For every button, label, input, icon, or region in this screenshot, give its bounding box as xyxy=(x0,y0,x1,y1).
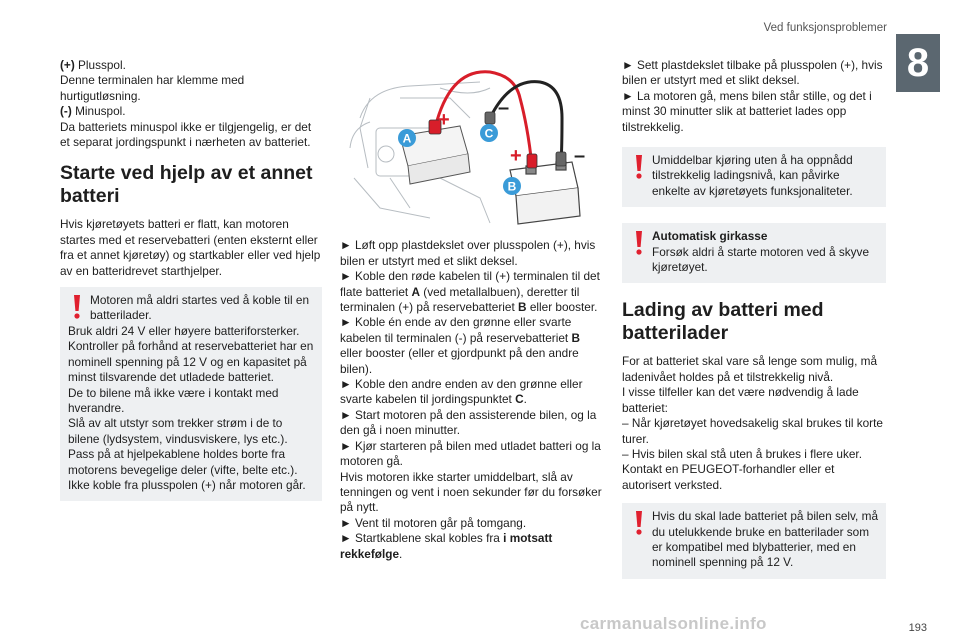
warning-first-line: Motoren må aldri startes ved å koble til en batterilader. xyxy=(90,293,310,323)
minus-terminal-line: (-) Minuspol. xyxy=(60,104,126,119)
step-connect-red: ► Koble den røde kabelen til (+) terminalen til det flate batteriet A (ved metallalbuen), deretter til terminalen (+) på reservebatteriet B eller booster. xyxy=(340,269,600,315)
page-number: 193 xyxy=(908,622,927,634)
warning-box-charge-level xyxy=(622,147,886,207)
badge-c-label: C xyxy=(484,126,494,141)
badge-a-label: A xyxy=(402,131,412,146)
charger-list-item: – Hvis bilen skal stå uten å brukes i flere uker. xyxy=(622,446,862,461)
step-let-run: ► La motoren gå, mens bilen står stille, og det i minst 30 minutter slik at batteriet lades opp tilstrekkelig. xyxy=(622,88,872,134)
plus-terminal-line: (+) Plusspol. xyxy=(60,58,126,72)
charger-para: Kontakt en PEUGEOT-forhandler eller et autorisert verksted. xyxy=(622,462,835,492)
warning-line: Bruk aldri 24 V eller høyere batteriforsterker. xyxy=(68,323,300,338)
charger-para: For at batteriet skal vare så lenge som mulig, må ladenivået holdes på et tilstrekkelig nivå. xyxy=(622,354,878,384)
minus-sign-b: – xyxy=(574,145,586,167)
header-title: Ved funksjonsproblemer xyxy=(763,22,887,34)
plus-sign-a: + xyxy=(438,109,450,131)
step-run-starter: ► Kjør starteren på bilen med utladet batteri og la motoren gå. xyxy=(340,438,601,469)
badge-b-label: B xyxy=(507,179,517,194)
step-replace-cover: ► Sett plastdekslet tilbake på plusspolen (+), hvis bilen er utstyrt med et slikt deksel. xyxy=(622,58,883,88)
warning-line: Slå av alt utstyr som trekker strøm i de to bilene (lydsystem, vindusviskere, lys etc.). xyxy=(68,416,288,446)
badge-c xyxy=(480,124,498,142)
watermark: carmanualsonline.info xyxy=(580,614,767,633)
warning-text: Umiddelbar kjøring uten å ha oppnådd tilstrekkelig ladingsnivå, kan påvirke enkelte av kjøretøyets funksjonaliteter. xyxy=(652,153,853,198)
section-heading-charger: Lading av batteri med batterilader xyxy=(622,299,824,345)
warning-exclamation-icon xyxy=(632,510,646,536)
column-right xyxy=(622,58,886,579)
minus-sign-a: – xyxy=(498,97,510,119)
section-heading-jumpstart: Starte ved hjelp av et annet batteri xyxy=(60,162,313,208)
column-middle xyxy=(340,58,604,562)
warning-box-jumpstart xyxy=(60,287,322,501)
warning-line: De to bilene må ikke være i kontakt med hverandre. xyxy=(68,385,279,415)
step-connect-green: ► Koble én ende av den grønne eller svarte kabelen til terminalen (-) på reservebatteriet B eller booster (eller et gjordpunkt på den andre bilen). xyxy=(340,315,580,376)
warning-line: Kontroller på forhånd at reservebatteriet har en nominell spenning på 12 V og en kapasitet på minst tilsvarende det utladede batteriet. xyxy=(68,339,314,385)
warning-title: Automatisk girkasse xyxy=(652,229,768,244)
charger-list-item: – Når kjøretøyet hovedsakelig skal brukes til korte turer. xyxy=(622,416,883,446)
plus-sign-b: + xyxy=(510,145,522,167)
minus-terminal-desc: Da batteriets minuspol ikke er tilgjengelig, er det et separat jordingspunkt i nærheten av batteriet. xyxy=(60,119,312,150)
warning-exclamation-icon xyxy=(70,294,84,320)
warning-box-charger xyxy=(622,503,886,579)
step-lift-cover: ► Løft opp plastdekslet over plusspolen (+), hvis bilen er utstyrt med et slikt deksel. xyxy=(340,238,596,268)
charger-para: I visse tilfeller kan det være nødvendig å lade batteriet: xyxy=(622,385,859,415)
warning-line: Ikke koble fra plusspolen (+) når motoren går. xyxy=(68,477,306,492)
step-disconnect: ► Startkablene skal kobles fra i motsatt rekkefølge. xyxy=(340,531,553,561)
warning-exclamation-icon xyxy=(632,154,646,180)
warning-line: Pass på at hjelpekablene holdes borte fra motorens bevegelige deler (vifte, belte etc.). xyxy=(68,447,298,477)
jumpstart-illustration xyxy=(340,58,604,228)
warning-exclamation-icon xyxy=(632,230,646,256)
plus-terminal-desc: Denne terminalen har klemme med hurtigutløsning. xyxy=(60,73,245,103)
badge-b xyxy=(503,177,521,195)
column-left xyxy=(60,58,322,501)
step-start-assist: ► Start motoren på den assisterende bilen, og la den gå i noen minutter. xyxy=(340,407,597,438)
step-connect-ground: ► Koble den andre enden av den grønne eller svarte kabelen til jordingspunktet C. xyxy=(340,377,583,407)
badge-a xyxy=(398,129,416,147)
warning-text: Forsøk aldri å starte motoren ved å skyve kjøretøyet. xyxy=(652,244,870,275)
warning-box-automatic xyxy=(622,223,886,283)
step-retry: Hvis motoren ikke starter umiddelbart, slå av tenningen og vent i noen sekunder før du forsøker på nytt. xyxy=(340,469,602,515)
jumpstart-intro: Hvis kjøretøyets batteri er flatt, kan motoren startes med et reservebatteri (enten eksternt eller fra et annet kjøretøy) og startkabler eller ved hjelp av en batteridrevet starthjelper. xyxy=(60,217,321,278)
chapter-badge: 8 xyxy=(896,34,940,92)
step-idle: ► Vent til motoren går på tomgang. xyxy=(340,515,527,530)
warning-text: Hvis du skal lade batteriet på bilen selv, må du utelukkende bruke en batterilader som er kompatibel med blybatterier, med en nominell spenning på 12 V. xyxy=(652,509,879,570)
